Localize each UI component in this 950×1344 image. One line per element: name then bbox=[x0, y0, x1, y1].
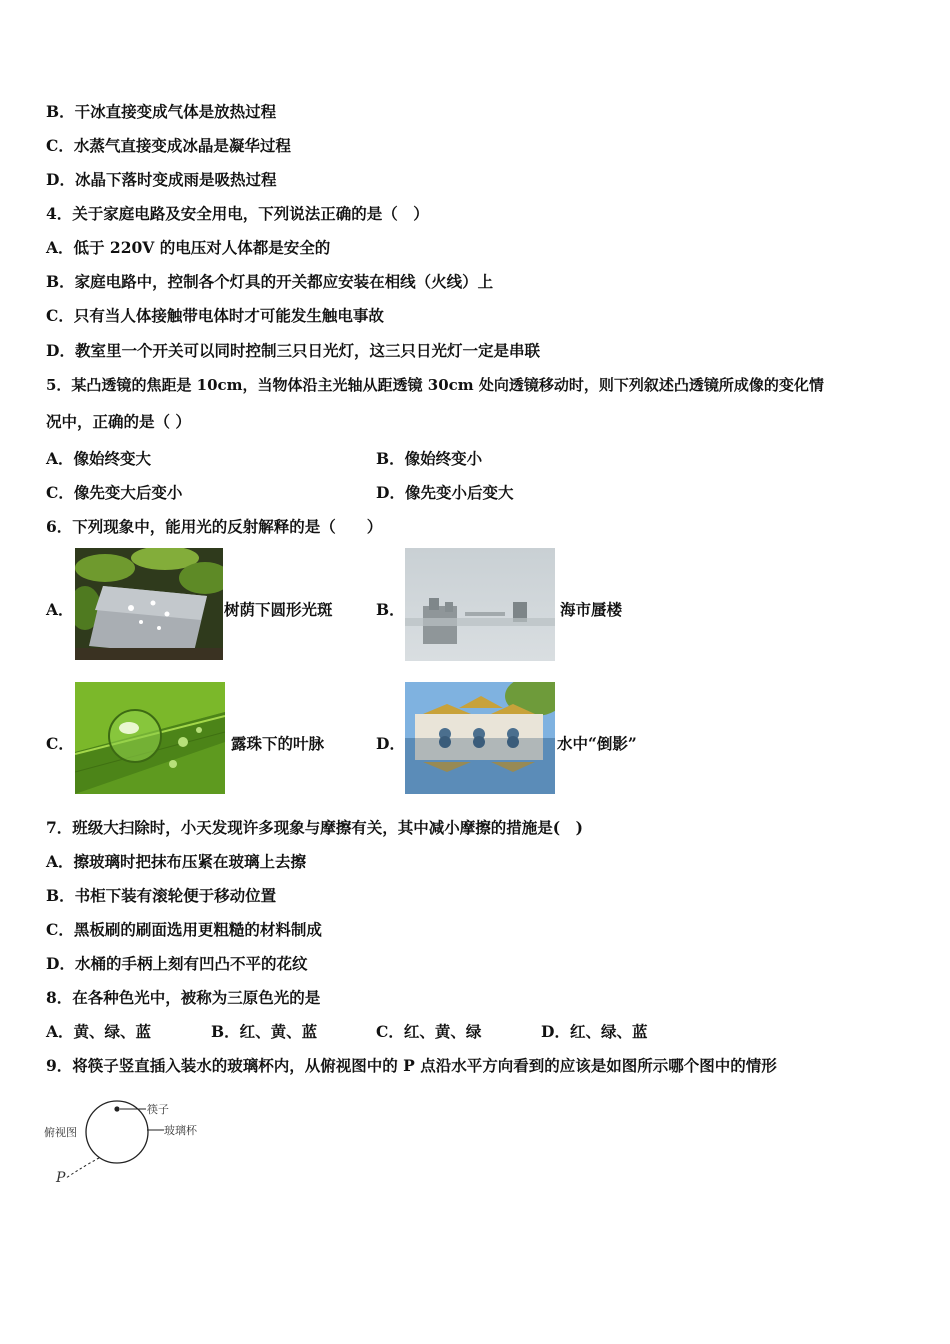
dewdrop-leaf-image bbox=[75, 682, 225, 794]
q4-option-b: B．家庭电路中，控制各个灯具的开关都应安装在相线（火线）上 bbox=[46, 272, 494, 291]
point-p-label: P bbox=[56, 1170, 66, 1186]
q5-option-d: D．像先变小后变大 bbox=[376, 483, 514, 502]
q3-option-c: C．水蒸气直接变成冰晶是凝华过程 bbox=[46, 136, 291, 155]
q8-option-c: C．红、黄、绿 bbox=[376, 1022, 482, 1041]
q4-option-d: D．教室里一个开关可以同时控制三只日光灯，这三只日光灯一定是串联 bbox=[46, 341, 540, 360]
q6-option-b-caption: 海市蜃楼 bbox=[560, 600, 623, 619]
q5-stem-line1: 5．某凸透镜的焦距是 10cm，当物体沿主光轴从距透镜 30cm 处向透镜移动时，则下列叙述凸透镜所成像的变化情 bbox=[46, 376, 824, 394]
leaf-shadow-image bbox=[75, 548, 223, 660]
q6-option-d-label: D． bbox=[376, 734, 405, 753]
q8-option-d: D．红、绿、蓝 bbox=[541, 1022, 648, 1041]
q6-stem: 6．下列现象中，能用光的反射解释的是（ ） bbox=[46, 517, 383, 536]
q5-stem-line2: 况中，正确的是（ ） bbox=[46, 412, 191, 431]
q3-option-d: D．冰晶下落时变成雨是吸热过程 bbox=[46, 170, 277, 189]
q5-option-b: B．像始终变小 bbox=[376, 449, 483, 468]
q7-option-a: A．擦玻璃时把抹布压紧在玻璃上去擦 bbox=[46, 852, 307, 871]
glass-cup-label: 玻璃杯 bbox=[164, 1124, 197, 1137]
q6-option-c-caption: 露珠下的叶脉 bbox=[231, 734, 325, 753]
mirage-image bbox=[405, 548, 555, 661]
q4-option-c: C．只有当人体接触带电体时才可能发生触电事故 bbox=[46, 306, 384, 325]
top-view-diagram bbox=[44, 1094, 214, 1194]
q6-option-a-label: A． bbox=[46, 600, 74, 619]
q6-option-a-caption: 树荫下圆形光斑 bbox=[224, 600, 333, 619]
q5-option-c: C．像先变大后变小 bbox=[46, 483, 183, 502]
q7-option-b: B．书柜下装有滚轮便于移动位置 bbox=[46, 886, 277, 905]
q7-option-c: C．黑板刷的刷面选用更粗糙的材料制成 bbox=[46, 920, 322, 939]
q6-option-b-label: B． bbox=[376, 600, 405, 619]
q3-option-b: B．干冰直接变成气体是放热过程 bbox=[46, 102, 277, 121]
chopstick-label: 筷子 bbox=[147, 1103, 169, 1116]
q8-option-b: B．红、黄、蓝 bbox=[211, 1022, 318, 1041]
q7-option-d: D．水桶的手柄上刻有凹凸不平的花纹 bbox=[46, 954, 308, 973]
q9-stem: 9．将筷子竖直插入装水的玻璃杯内，从俯视图中的 P 点沿水平方向看到的应该是如图所示哪个图中的情形 bbox=[46, 1056, 777, 1075]
q5-option-a: A．像始终变大 bbox=[46, 449, 152, 468]
q6-option-c-label: C． bbox=[46, 734, 74, 753]
q7-stem: 7．班级大扫除时，小天发现许多现象与摩擦有关，其中减小摩擦的措施是( ) bbox=[46, 818, 583, 837]
q4-option-a: A．低于 220V 的电压对人体都是安全的 bbox=[46, 238, 331, 257]
pavilion-reflection-image bbox=[405, 682, 555, 794]
top-view-label: 俯视图 bbox=[44, 1126, 77, 1139]
q4-stem: 4．关于家庭电路及安全用电，下列说法正确的是（ ） bbox=[46, 204, 429, 223]
q8-stem: 8．在各种色光中，被称为三原色光的是 bbox=[46, 988, 321, 1007]
q8-option-a: A．黄、绿、蓝 bbox=[46, 1022, 152, 1041]
q6-option-d-caption: 水中“倒影” bbox=[557, 734, 637, 753]
